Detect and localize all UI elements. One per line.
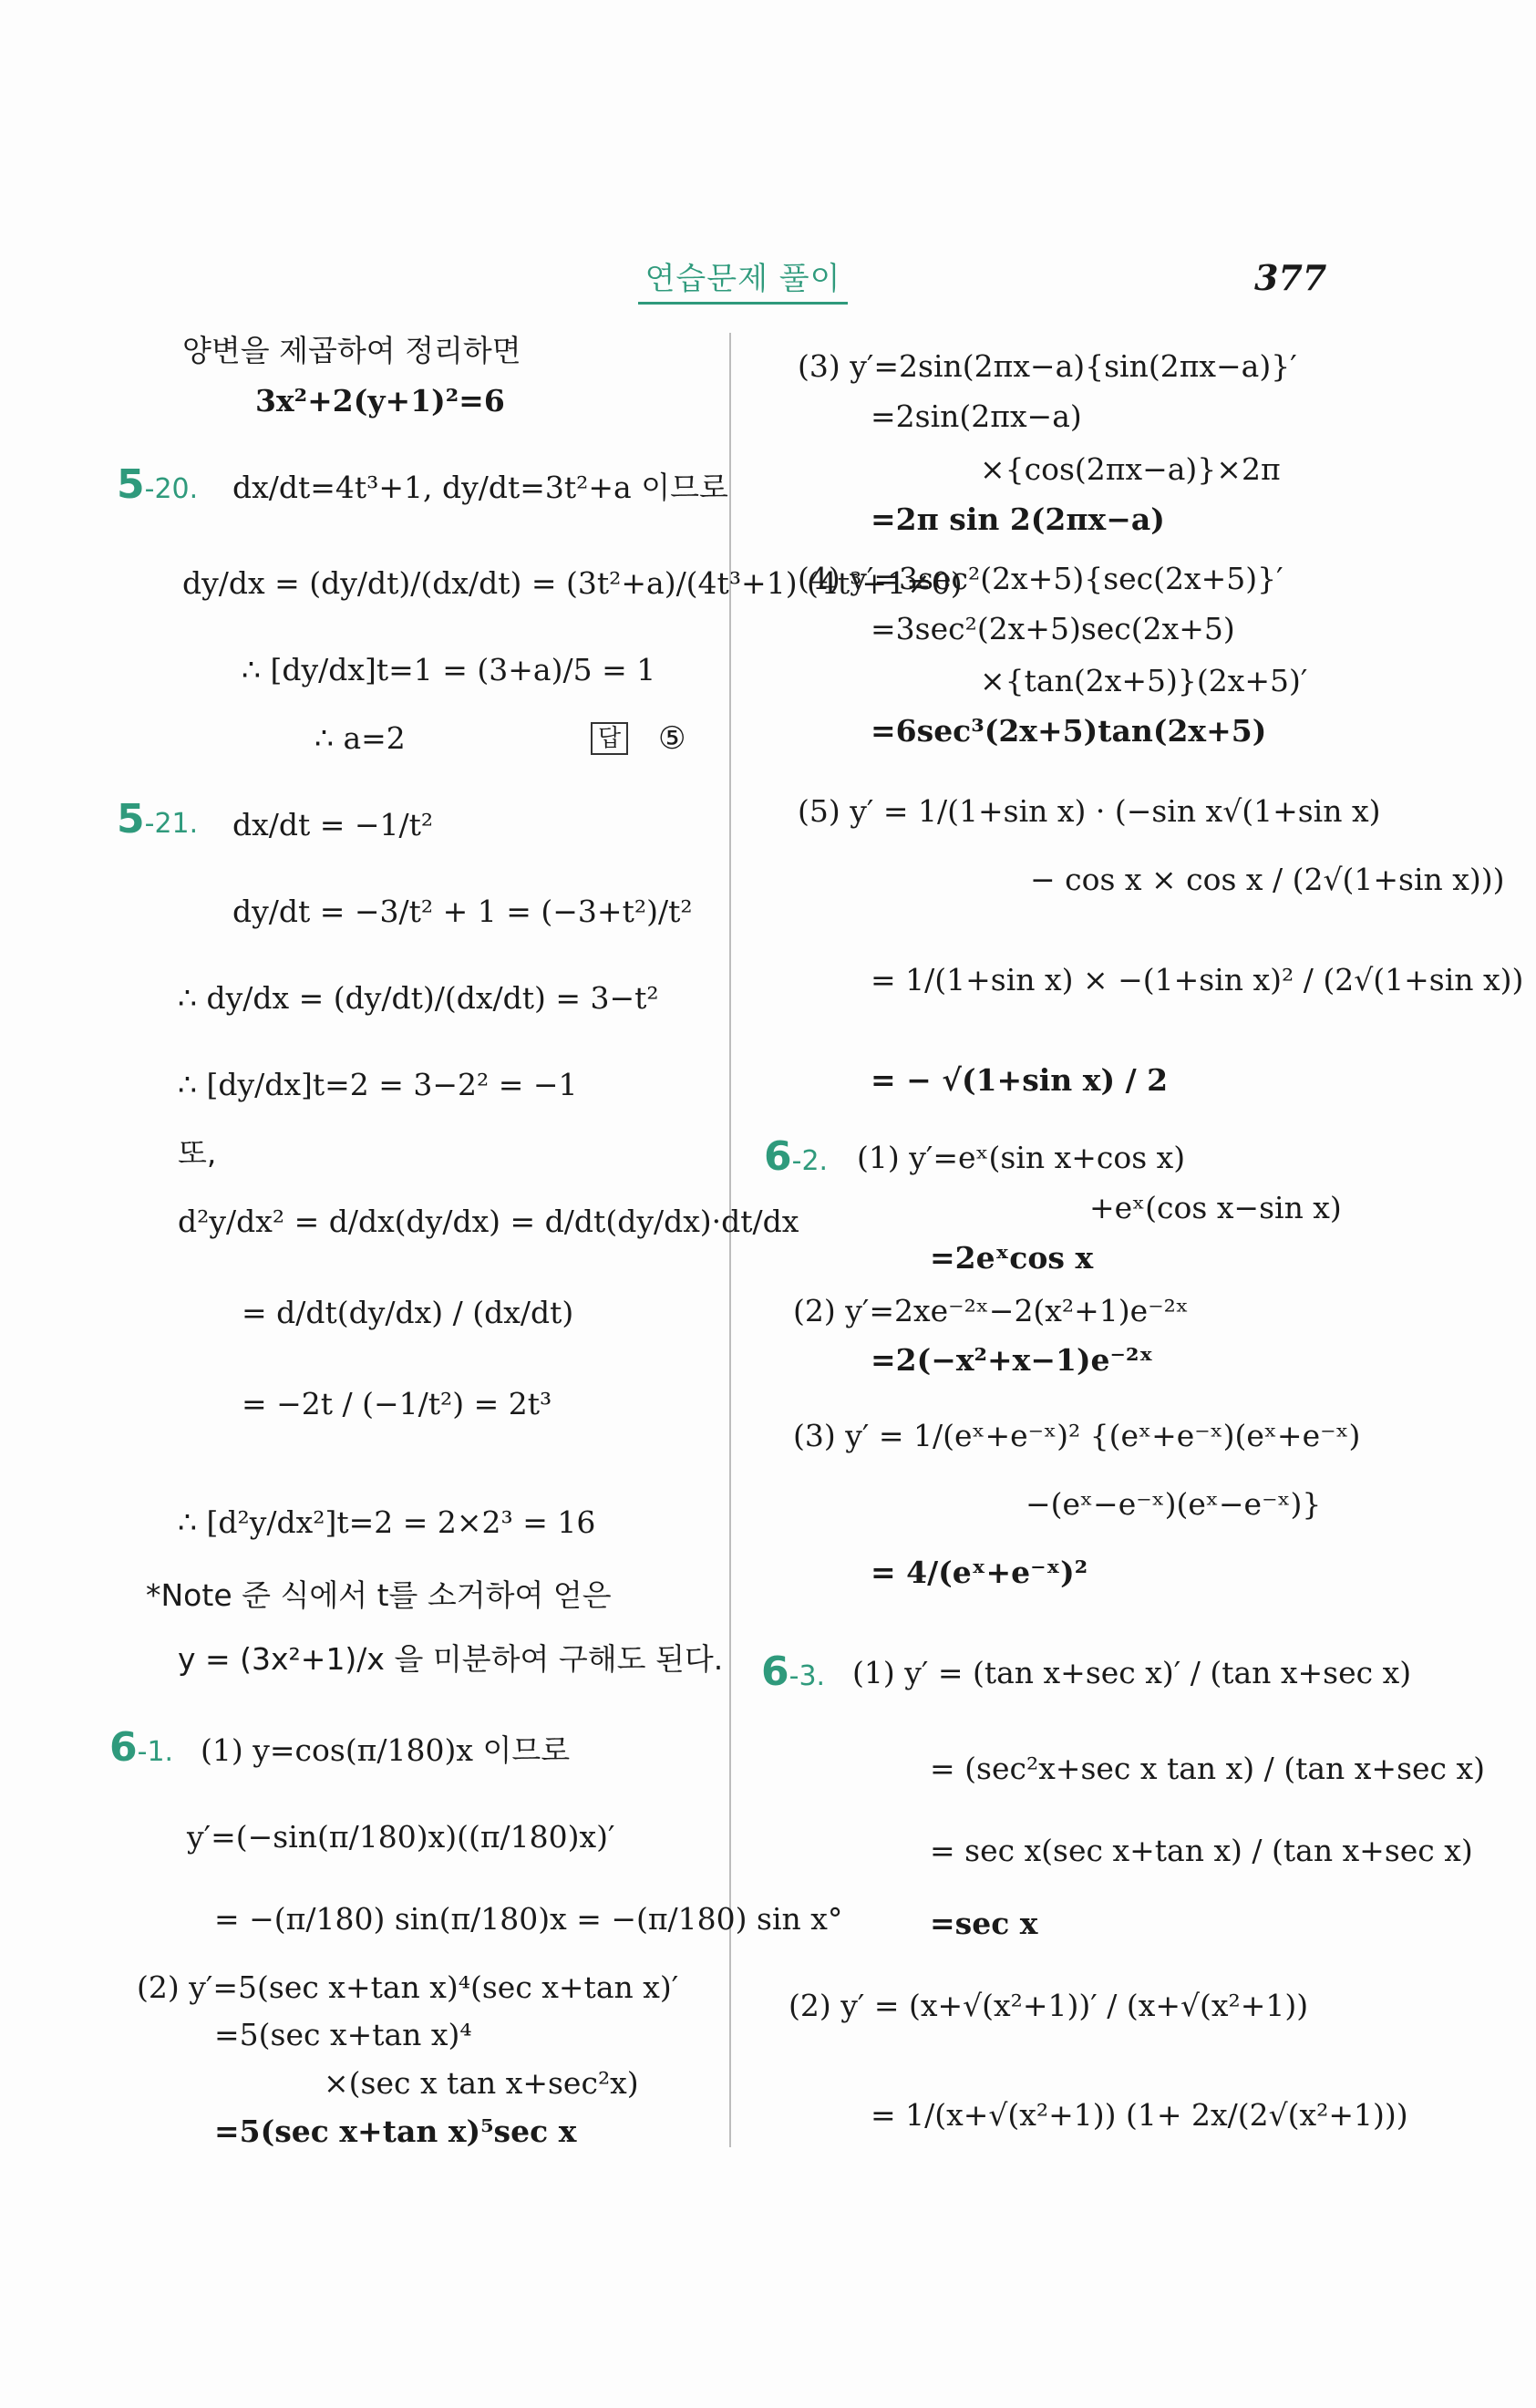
math-line: ×{tan(2x+5)}(2x+5)′ — [980, 663, 1308, 698]
math-line: ∴ [dy/dx]t=2 = 3−2² = −1 — [178, 1067, 578, 1102]
problem-number-5-20: 5-20. — [117, 461, 199, 508]
math-line: 또, — [178, 1135, 217, 1171]
math-line: (5) y′ = 1/(1+sin x) · (−sin x√(1+sin x) — [798, 793, 1381, 829]
math-line: =2eˣcos x — [930, 1240, 1094, 1276]
math-line: dx/dt = −1/t² — [232, 807, 434, 842]
math-line: = −2t / (−1/t²) = 2t³ — [242, 1386, 552, 1421]
math-line: (4) y′=3sec²(2x+5){sec(2x+5)}′ — [798, 561, 1283, 596]
page-number: 377 — [1254, 257, 1327, 298]
math-line: 양변을 제곱하여 정리하면 — [182, 333, 521, 368]
math-line: =3sec²(2x+5)sec(2x+5) — [871, 611, 1235, 646]
math-line: (1) y′ = (tan x+sec x)′ / (tan x+sec x) — [852, 1655, 1412, 1690]
math-line: =5(sec x+tan x)⁵sec x — [214, 2113, 577, 2149]
note-line: y = (3x²+1)/x 을 미분하여 구해도 된다. — [178, 1641, 724, 1677]
math-line: =sec x — [930, 1906, 1038, 1941]
math-line: dy/dx = (dy/dt)/(dx/dt) = (3t²+a)/(4t³+1) (4t³+1≠0) — [182, 565, 963, 601]
math-line: − cos x × cos x / (2√(1+sin x))) — [1030, 862, 1505, 897]
math-line: = d/dt(dy/dx) / (dx/dt) — [242, 1295, 574, 1330]
math-line: d²y/dx² = d/dx(dy/dx) = d/dt(dy/dx)·dt/dx — [178, 1204, 799, 1239]
math-line: (1) y=cos(π/180)x 이므로 — [201, 1732, 571, 1768]
math-line: =6sec³(2x+5)tan(2x+5) — [871, 713, 1267, 749]
math-line: =2sin(2πx−a) — [871, 398, 1082, 434]
problem-number-6-1: 6-1. — [109, 1724, 174, 1771]
answer-choice: ⑤ — [658, 720, 686, 757]
section-title: 연습문제 풀이 — [638, 253, 848, 305]
math-line: (3) y′ = 1/(eˣ+e⁻ˣ)² {(eˣ+e⁻ˣ)(eˣ+e⁻ˣ) — [793, 1418, 1361, 1453]
math-line: dx/dt=4t³+1, dy/dt=3t²+a 이므로 — [232, 470, 728, 505]
problem-number-6-3: 6-3. — [761, 1648, 826, 1695]
math-line: ×{cos(2πx−a)}×2π — [980, 451, 1281, 487]
math-line: = sec x(sec x+tan x) / (tan x+sec x) — [930, 1833, 1473, 1868]
math-line: ∴ [d²y/dx²]t=2 = 2×2³ = 16 — [178, 1504, 596, 1540]
problem-number-6-2: 6-2. — [764, 1133, 829, 1180]
math-line: =5(sec x+tan x)⁴ — [214, 2017, 472, 2052]
math-line: = 1/(1+sin x) × −(1+sin x)² / (2√(1+sin x)) — [871, 962, 1524, 997]
math-line: = − √(1+sin x) / 2 — [871, 1062, 1169, 1098]
math-line: y′=(−sin(π/180)x)((π/180)x)′ — [187, 1819, 615, 1855]
problem-number-5-21: 5-21. — [117, 796, 199, 842]
math-line: = −(π/180) sin(π/180)x = −(π/180) sin x° — [214, 1901, 843, 1937]
math-line: (2) y′ = (x+√(x²+1))′ / (x+√(x²+1)) — [789, 1988, 1309, 2023]
math-line: = 4/(eˣ+e⁻ˣ)² — [871, 1555, 1088, 1590]
math-line: (3) y′=2sin(2πx−a){sin(2πx−a)}′ — [798, 348, 1297, 384]
math-line: ∴ a=2 — [314, 720, 406, 756]
math-line: (2) y′=5(sec x+tan x)⁴(sec x+tan x)′ — [137, 1969, 679, 2005]
math-line: dy/dt = −3/t² + 1 = (−3+t²)/t² — [232, 894, 693, 929]
math-line: (1) y′=eˣ(sin x+cos x) — [857, 1140, 1186, 1175]
math-line: ×(sec x tan x+sec²x) — [324, 2065, 639, 2101]
math-line: −(eˣ−e⁻ˣ)(eˣ−e⁻ˣ)} — [1026, 1486, 1322, 1522]
math-line: = (sec²x+sec x tan x) / (tan x+sec x) — [930, 1751, 1485, 1786]
note-line: *Note 준 식에서 t를 소거하여 얻은 — [146, 1577, 612, 1613]
math-line: ∴ [dy/dx]t=1 = (3+a)/5 = 1 — [242, 652, 656, 687]
answer-label-box: 답 — [591, 722, 628, 755]
math-line: 3x²+2(y+1)²=6 — [255, 383, 505, 419]
math-line: = 1/(x+√(x²+1)) (1+ 2x/(2√(x²+1))) — [871, 2097, 1408, 2133]
math-line: ∴ dy/dx = (dy/dt)/(dx/dt) = 3−t² — [178, 980, 659, 1016]
column-divider — [729, 333, 731, 2147]
math-line: +eˣ(cos x−sin x) — [1089, 1190, 1342, 1225]
math-line: (2) y′=2xe⁻²ˣ−2(x²+1)e⁻²ˣ — [793, 1293, 1189, 1328]
math-line: =2(−x²+x−1)e⁻²ˣ — [871, 1342, 1154, 1378]
math-line: =2π sin 2(2πx−a) — [871, 501, 1165, 537]
